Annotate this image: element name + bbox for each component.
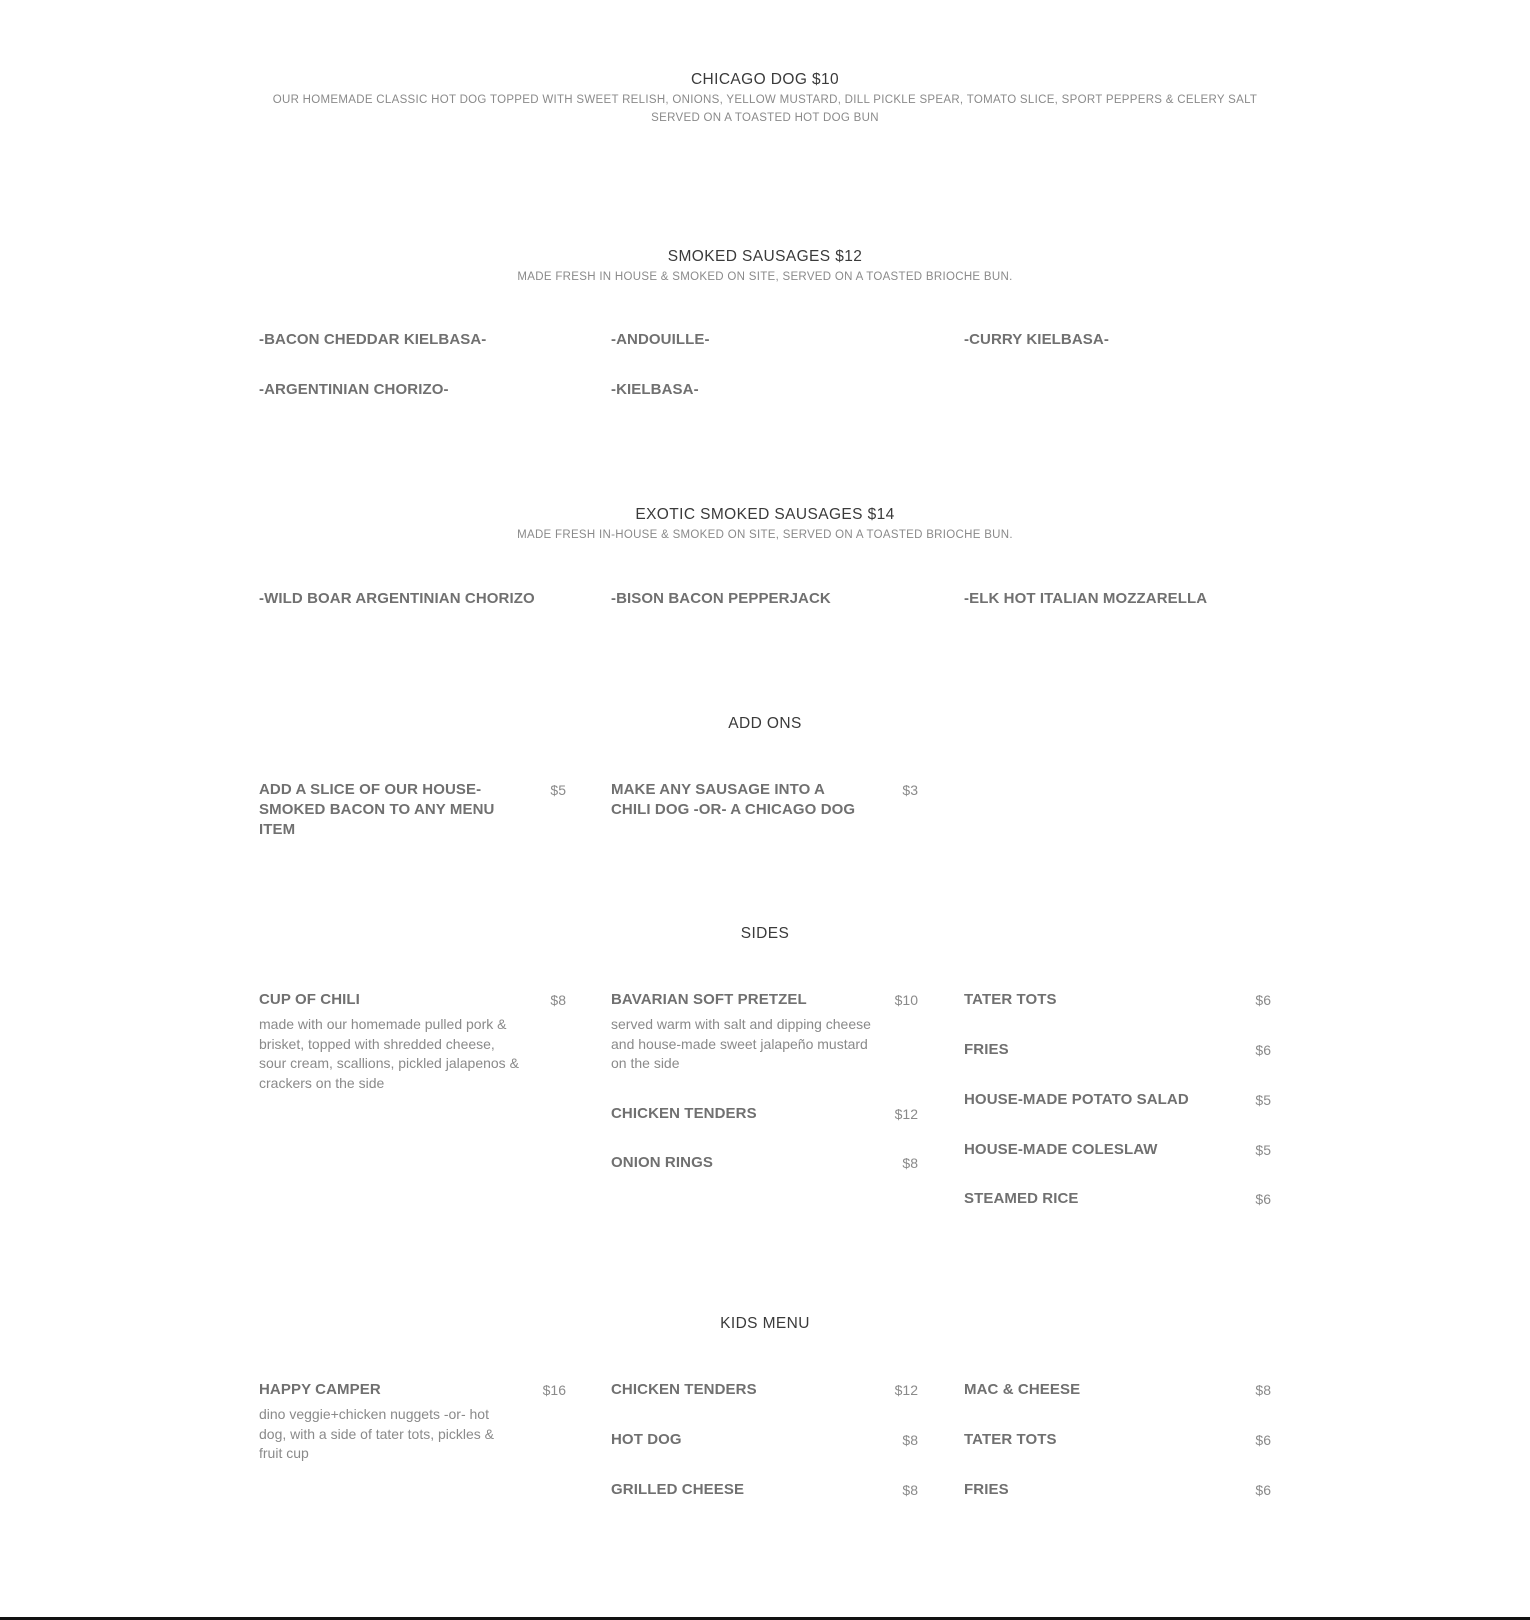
- section-title: ADD ONS: [728, 715, 802, 732]
- section-kids-menu: [259, 1314, 1271, 1334]
- item-name: GRILLED CHEESE: [611, 1481, 745, 1498]
- item-name: FRIES: [964, 1041, 1009, 1058]
- section-title: EXOTIC SMOKED SAUSAGES $14: [635, 506, 895, 523]
- item-price: $8: [902, 1432, 918, 1448]
- item-price: $6: [1255, 1482, 1271, 1498]
- section-title: KIDS MENU: [720, 1315, 810, 1332]
- item-name: TATER TOTS: [964, 1431, 1057, 1448]
- section-title: SMOKED SAUSAGES $12: [667, 248, 863, 265]
- item-name: MAKE ANY SAUSAGE INTO A CHILI DOG -OR- A CHICAGO DOG: [611, 781, 856, 818]
- menu-item: [964, 1189, 1271, 1209]
- sausage-item: -ANDOUILLE-: [611, 331, 710, 348]
- section-exotic-sausages: [259, 505, 1271, 544]
- item-price: $12: [894, 1106, 918, 1122]
- menu-item: [964, 990, 1271, 1010]
- menu-item: [964, 1090, 1271, 1110]
- item-price: $8: [1255, 1382, 1271, 1398]
- section-sides: [259, 924, 1271, 944]
- section-description: OUR HOMEMADE CLASSIC HOT DOG TOPPED WITH SWEET RELISH, ONIONS, YELLOW MUSTARD, DILL PICKLE SPEAR, TOMATO SLICE, SPORT PEPPERS & CELERY SALT SERVED ON A TOASTED HOT DOG BUN: [272, 94, 1258, 124]
- sausage-item: -BACON CHEDDAR KIELBASA-: [259, 331, 487, 348]
- section-description: MADE FRESH IN-HOUSE & SMOKED ON SITE, SERVED ON A TOASTED BRIOCHE BUN.: [517, 529, 1013, 541]
- item-price: $16: [542, 1382, 566, 1398]
- exotic-sausage-item: -WILD BOAR ARGENTINIAN CHORIZO: [259, 590, 535, 607]
- exotic-sausage-item: -ELK HOT ITALIAN MOZZARELLA: [964, 590, 1208, 607]
- section-title: CHICAGO DOG $10: [690, 71, 840, 88]
- item-price: $5: [1255, 1142, 1271, 1158]
- item-price: $8: [550, 992, 566, 1008]
- menu-item: [611, 1153, 918, 1173]
- item-price: $6: [1255, 992, 1271, 1008]
- menu-item: [964, 1040, 1271, 1060]
- item-name: HAPPY CAMPER: [259, 1381, 381, 1398]
- item-name: HOUSE-MADE COLESLAW: [964, 1141, 1158, 1158]
- sides-column-2: [611, 990, 918, 1171]
- item-name: HOUSE-MADE POTATO SALAD: [964, 1091, 1189, 1108]
- menu-item: [964, 1380, 1271, 1400]
- sausage-item: -CURRY KIELBASA-: [964, 331, 1109, 348]
- sausage-item: -ARGENTINIAN CHORIZO-: [259, 381, 449, 398]
- item-description: served warm with salt and dipping cheese and house-made sweet jalapeño mustard on the side: [611, 1016, 871, 1071]
- item-name: CUP OF CHILI: [259, 991, 360, 1008]
- menu-item: [611, 1480, 918, 1500]
- item-price: $10: [894, 992, 918, 1008]
- menu-item: [611, 1104, 918, 1124]
- item-name: STEAMED RICE: [964, 1190, 1079, 1207]
- item-price: $3: [902, 782, 918, 798]
- menu-item: [611, 1430, 918, 1450]
- addons-column: [259, 780, 566, 840]
- item-description: made with our homemade pulled pork & brisket, topped with shredded cheese, sour cream, scallions, pickled jalapenos & crackers on the side: [259, 1016, 519, 1091]
- menu-item: [611, 780, 918, 820]
- item-name: HOT DOG: [611, 1431, 682, 1448]
- item-name: TATER TOTS: [964, 991, 1057, 1008]
- item-price: $6: [1255, 1432, 1271, 1448]
- menu-item: [611, 1380, 918, 1400]
- item-name: BAVARIAN SOFT PRETZEL: [611, 991, 807, 1008]
- item-price: $12: [894, 1382, 918, 1398]
- section-description: MADE FRESH IN HOUSE & SMOKED ON SITE, SERVED ON A TOASTED BRIOCHE BUN.: [517, 271, 1013, 283]
- item-price: $6: [1255, 1042, 1271, 1058]
- item-name: MAC & CHEESE: [964, 1381, 1081, 1398]
- section-add-ons: [259, 714, 1271, 734]
- sausage-item: -KIELBASA-: [611, 381, 699, 398]
- section-smoked-sausages: [259, 247, 1271, 286]
- item-price: $5: [550, 782, 566, 798]
- item-name: ONION RINGS: [611, 1154, 713, 1171]
- item-name: CHICKEN TENDERS: [611, 1105, 757, 1122]
- menu-item: [964, 1140, 1271, 1160]
- section-chicago-dog: [259, 70, 1271, 127]
- item-price: $5: [1255, 1092, 1271, 1108]
- menu-item: [611, 990, 918, 1074]
- item-name: ADD A SLICE OF OUR HOUSE-SMOKED BACON TO ANY MENU ITEM: [259, 781, 495, 838]
- item-name: FRIES: [964, 1481, 1009, 1498]
- item-name: CHICKEN TENDERS: [611, 1381, 757, 1398]
- menu-item: [259, 1380, 566, 1464]
- item-price: $8: [902, 1482, 918, 1498]
- item-description: dino veggie+chicken nuggets -or- hot dog, with a side of tater tots, pickles & fruit cup: [259, 1406, 495, 1461]
- menu-item: [259, 990, 566, 1093]
- menu-item: [964, 1480, 1271, 1500]
- exotic-sausage-item: -BISON BACON PEPPERJACK: [611, 590, 831, 607]
- menu-item: [259, 780, 566, 840]
- item-price: $6: [1255, 1191, 1271, 1207]
- sides-column-1: [259, 990, 566, 1093]
- addons-column: [611, 780, 918, 820]
- kids-column-1: [259, 1380, 566, 1464]
- section-title: SIDES: [740, 925, 790, 942]
- item-price: $8: [902, 1155, 918, 1171]
- menu-item: [964, 1430, 1271, 1450]
